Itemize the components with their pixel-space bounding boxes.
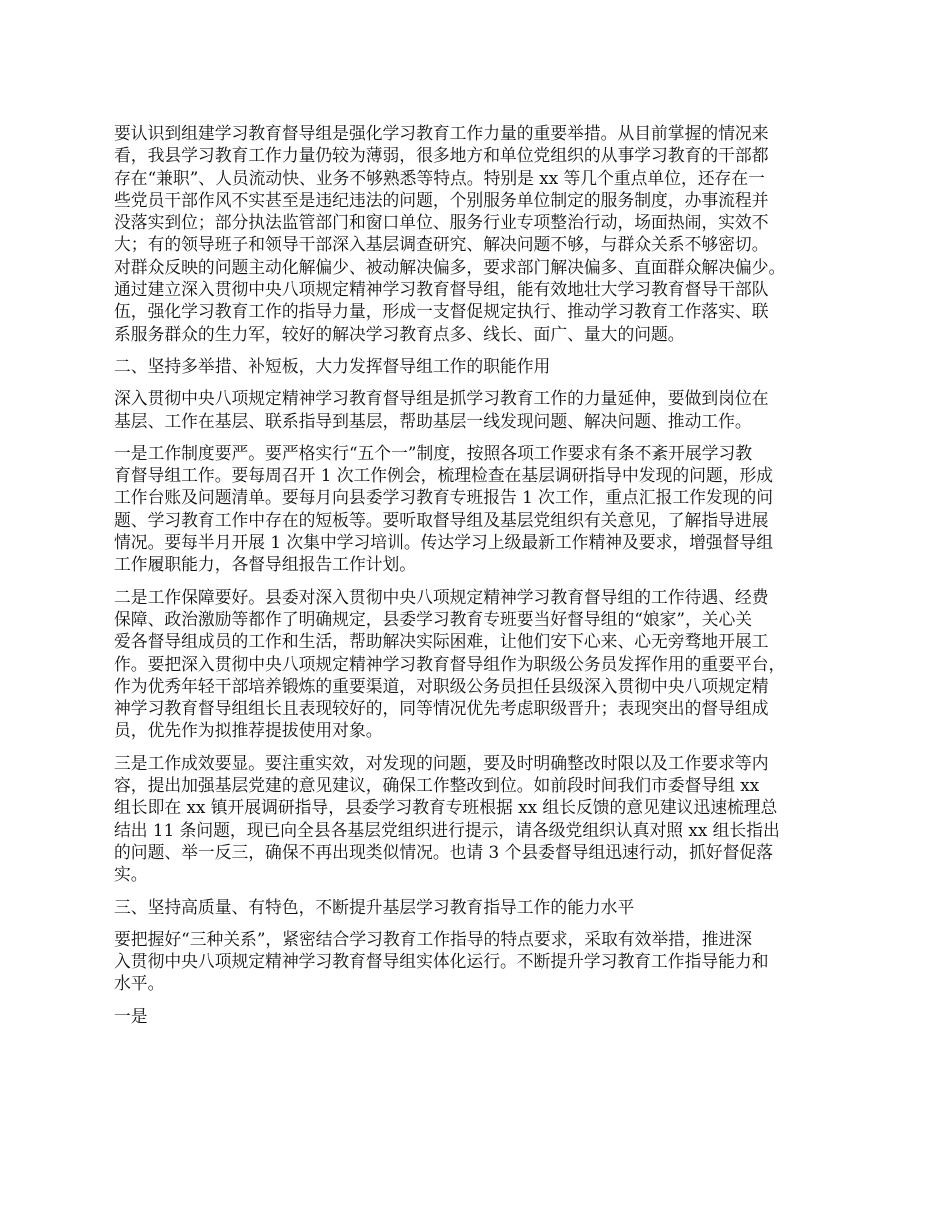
document-page	[114, 122, 844, 1037]
section-heading-2: 二、坚持多举措、补短板，大力发挥督导组工作的职能作用	[114, 355, 551, 376]
paragraph-work-system: 一是工作制度要严。要严格实行“五个一”制度，按照各项工作要求有条不紊开展学习教 育督导组工作。要每周召开 1 次工作例会，梳理检查在基层调研指导中发现的问题，形成 工作台账及问题清单。要每月向县委学习教育专班报告 1 次工作，重点汇报工作发现的问 题、学习教育工作中存在的短板等。要听取督导组及基层党组织有关意见，了解指导进展 情况。要每半月开展 1 次集中学习培训。传达学习上级最新工作精神及要求，增强督导组 工作履职能力，各督导组报告工作计划。	[114, 442, 774, 575]
paragraph-three-relations: 要把握好“三种关系”，紧密结合学习教育工作指导的特点要求，采取有效举措，推进深 入贯彻中央八项规定精神学习教育督导组实体化运行。不断提升学习教育工作指导能力和 水平。	[114, 928, 769, 994]
section-heading-3: 三、坚持高质量、有特色，不断提升基层学习教育指导工作的能力水平	[114, 896, 635, 917]
paragraph-work-results: 三是工作成效要显。要注重实效，对发现的问题，要及时明确整改时限以及工作要求等内 容，提出加强基层党建的意见建议，确保工作整改到位。如前段时间我们市委督导组 xx 组长即在 xx 镇开展调研指导，县委学习教育专班根据 xx 组长反馈的意见建议迅速梳理总 结出 11 条问题，现已向全县各基层党组织进行提示，请各级党组织认真对照 xx 组长指出 的问题、举一反三，确保不再出现类似情况。也请 3 个县委督导组迅速行动，抓好督促落 实。	[114, 752, 780, 885]
paragraph-work-guarantee: 二是工作保障要好。县委对深入贯彻中央八项规定精神学习教育督导组的工作待遇、经费 保障、政治激励等都作了明确规定，县委学习教育专班要当好督导组的“娘家”，关心关 爱各督导组成员的工作和生活，帮助解决实际困难，让他们安下心来、心无旁骛地开展工 作。要把深入贯彻中央八项规定精神学习教育督导组作为职级公务员发挥作用的重要平台， 作为优秀年轻干部培养锻炼的重要渠道，对职级公务员担任县级深入贯彻中央八项规定精 神学习教育督导组组长且表现较好的，同等情况优先考虑职级晋升；表现突出的督导组成 员，优先作为拟推荐提拔使用对象。	[114, 586, 786, 741]
paragraph-first-point: 一是	[114, 1005, 148, 1026]
paragraph-extension: 深入贯彻中央八项规定精神学习教育督导组是抓学习教育工作的力量延伸，要做到岗位在 基层、工作在基层、联系指导到基层，帮助基层一线发现问题、解决问题、推动工作。	[114, 388, 769, 431]
paragraph-importance: 要认识到组建学习教育督导组是强化学习教育工作力量的重要举措。从目前掌握的情况来 看，我县学习教育工作力量仍较为薄弱，很多地方和单位党组织的从事学习教育的干部都 存在“兼职”、人员流动快、业务不够熟悉等特点。特别是 xx 等几个重点单位，还存在一 些党员干部作风不实甚至是违纪违法的问题，个别服务单位制定的服务制度，办事流程并 没落实到位；部分执法监管部门和窗口单位、服务行业专项整治行动，场面热闹，实效不 大；有的领导班子和领导干部深入基层调查研究、解决问题不够，与群众关系不够密切。 对群众反映的问题主动化解偏少、被动解决偏多，要求部门解决偏多、直面群众解决偏少。 通过建立深入贯彻中央八项规定精神学习教育督导组，能有效地壮大学习教育督导干部队 伍，强化学习教育工作的指导力量，形成一支督促规定执行、推动学习教育工作落实、联 系服务群众的生力军，较好的解决学习教育点多、线长、面广、量大的问题。	[114, 123, 786, 344]
